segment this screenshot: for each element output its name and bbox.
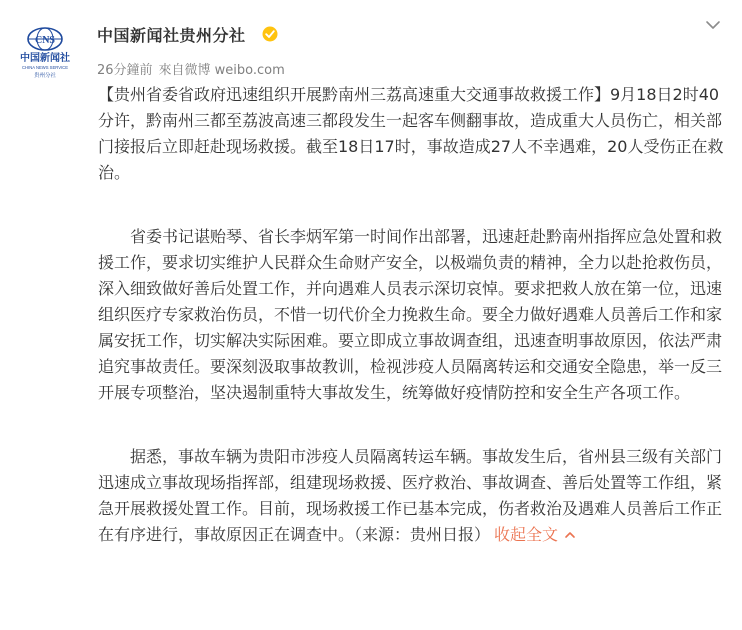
chevron-up-icon — [564, 529, 576, 541]
cns-logo-icon — [14, 20, 76, 82]
collapse-text-button[interactable] — [494, 525, 576, 544]
svg-text:CNS: CNS — [34, 35, 56, 46]
post-paragraph-3 — [98, 444, 726, 548]
post-source[interactable]: 來自微博 weibo.com — [158, 63, 285, 78]
chevron-down-icon[interactable] — [703, 15, 723, 35]
svg-text:贵州分社: 贵州分社 — [33, 73, 57, 79]
account-avatar[interactable] — [14, 20, 76, 82]
post-paragraph-1: 【贵州省委省政府迅速组织开展黔南州三荔高速重大交通事故救援工作】9月18日2时40分许，黔南州三都至荔波高速三都段发生一起客车侧翻事故，造成重大人员伤亡，相关部门接报后立即赶赴现场救援。截至18日17时，事故造成27人不幸遇难，20人受伤正在救治。 — [98, 85, 724, 182]
verified-badge-icon — [262, 26, 278, 42]
svg-text:中国新闻社: 中国新闻社 — [20, 53, 70, 64]
paragraph-gap — [98, 406, 726, 444]
collapse-label: 收起全文 — [494, 525, 559, 544]
post-time[interactable]: 26分鐘前 — [97, 63, 153, 78]
post-meta — [97, 59, 285, 78]
svg-text:CHINA NEWS SERVICE: CHINA NEWS SERVICE — [22, 65, 68, 70]
post-content — [98, 82, 726, 548]
post-paragraph-3-text: 据悉，事故车辆为贵阳市涉疫人员隔离转运车辆。事故发生后，省州县三级有关部门迅速成立事故现场指挥部，组建现场救援、医疗救治、事故调查、善后处置等工作组，紧急开展救援处置工作。目前，现场救援工作已基本完成，伤者救治及遇难人员善后工作正在有序进行，事故原因正在调查中。（来源：贵州日报） — [98, 447, 723, 544]
post-paragraph-2: 省委书记谌贻琴、省长李炳军第一时间作出部署，迅速赶赴黔南州指挥应急处置和救援工作，要求切实维护人民群众生命财产安全，以极端负责的精神，全力以赴抢救伤员，深入细致做好善后处置工作，并向遇难人员表示深切哀悼。要求把救人放在第一位，迅速组织医疗专家救治伤员，不惜一切代价全力挽救生命。要全力做好遇难人员善后工作和家属安抚工作，切实解决实际困难。要立即成立事故调查组，迅速查明事故原因，依法严肃追究事故责任。要深刻汲取事故教训，检视涉疫人员隔离转运和交通安全隐患，举一反三开展专项整治，坚决遏制重特大事故发生，统筹做好疫情防控和安全生产各项工作。 — [98, 227, 723, 402]
account-name[interactable]: 中国新闻社贵州分社 — [97, 26, 246, 45]
paragraph-gap — [98, 186, 726, 224]
